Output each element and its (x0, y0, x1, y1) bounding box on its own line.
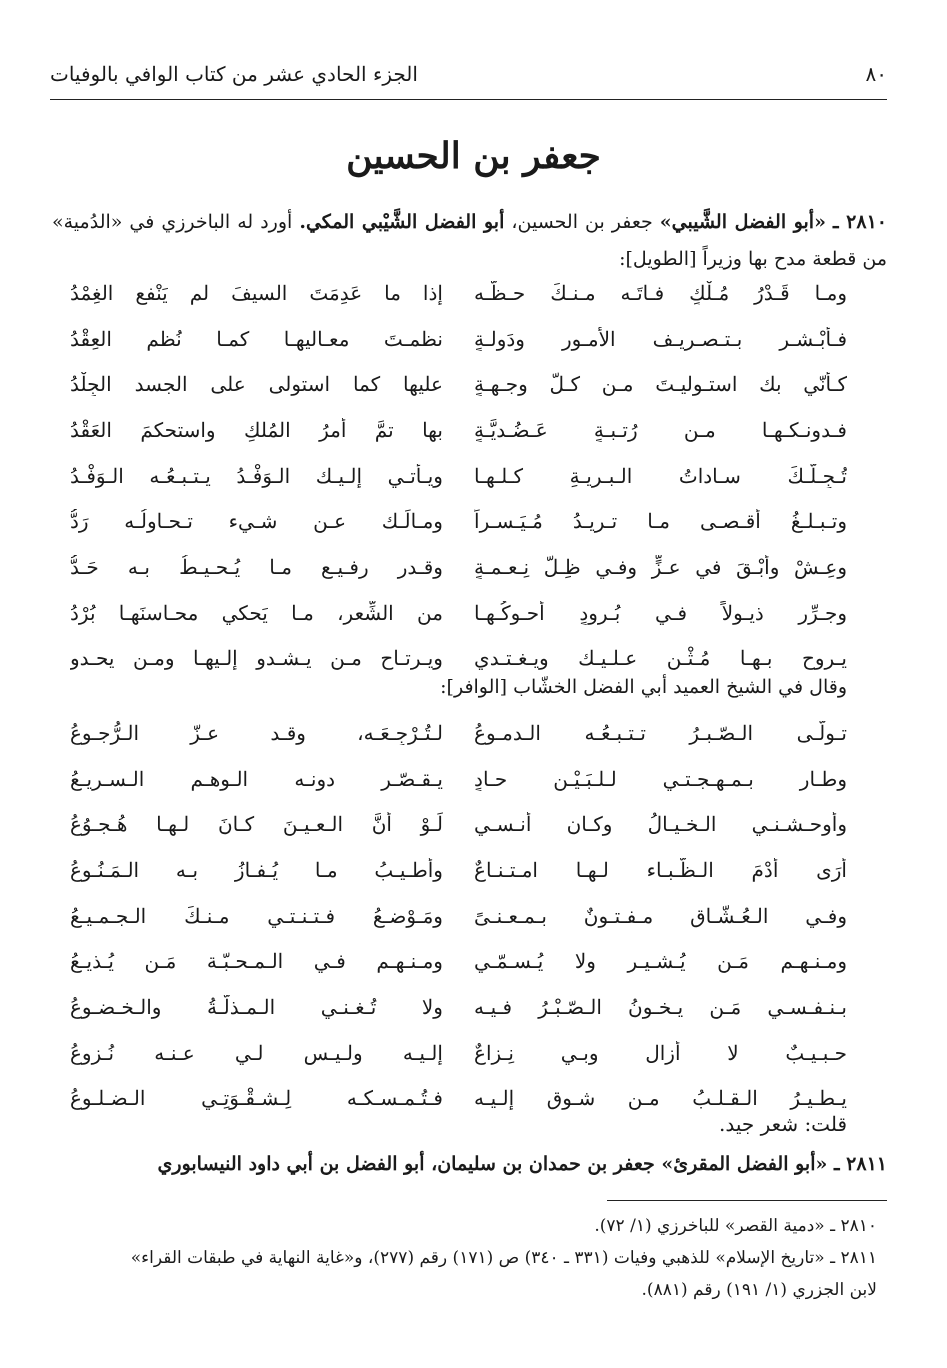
verse-line: ومـا قَـدْرُ مُـلْكٍ فـاتَـه مـنـكَ حـظُّـه إذا ما عَدِمَتَ السيفَ لم يَنْفعِ الغِمْدُ (70, 280, 847, 305)
verse-line: فـأبْـشـر بـتـصـريـف الأمـور ودَولـةٍ نظمـتَ معـاليهـا كمـا نُظم العِقْدُ (70, 326, 847, 351)
verse-line: يـروح بـهـا مُـثْـنٍ عـلـيـك ويـغـتـدي ويـرتـاح مـن يـشـدو إلـيهـا ومـن يحـدو (70, 646, 847, 671)
running-header (50, 52, 887, 96)
entry-nickname: «أبو الفضل الشَّيبي» (659, 211, 826, 233)
verse-line: وجـرِّر ذيـولاً فـي بُـرودٍ أحـوكُـهـا من الشِّعر، مـا يَحكي محـاسنَهـا بُرْدُ (70, 600, 847, 625)
entry-2811-heading (52, 1153, 887, 1175)
poem-1 (70, 270, 847, 681)
verse-line: وتـبـلـغُ أقـصـى مـا تـريـدُ مُـيَـسـراً ومـالَـك عـن شـيء تـحـاولُـه رَدُّ (70, 509, 847, 534)
verse-line: وعِـشْ وأبْـقَ في عـزٍّ وفـي ظِـلّ نِـعـمـةٍ وقـدرٍ رفـيـعٍ مـا يُـحـيـطُ بـه حَـدُّ (70, 554, 847, 579)
entry-number: ٢٨١١ ـ (833, 1153, 887, 1175)
verse-line: وطـار بـمـهـجـتـي لـلـبَـيْـن حـادٍ يـقـصّـر دونـه الـوهـم الـسـريـعُ (70, 766, 847, 791)
verse-line: تـولّـى الـصّـبـرُ تـتـبـعُـه الـدمـوعُ لـتُـرْجِـعَـه، وقـد عـزّ الـرُّجـوعُ (70, 720, 847, 745)
entry-title: جعفر بن الحسين (346, 135, 601, 177)
poem-2 (70, 710, 847, 1121)
entry-text: أورد له الباخرزي في «الدُمية» من قطعة مدح بها وزيراً [الطويل]: (52, 211, 887, 270)
verse-line: وأوحـشـنـي الـخـيـالُ وكـان أُنـسـي لَـوْ أنَّ الـعـيـنَ كـانَ لـهـا هُـجـوُعُ (70, 812, 847, 837)
verse-line: ومـنـهـم مَـن يُـشـيـر ولا يُـسـمّـي ومـنـهـم فـي الـمـحـبّـة مَـن يُـذيـعُ (70, 949, 847, 974)
entry-name: جعفر بن الحسين، (511, 211, 653, 233)
footnote: ٢٨١٠ ـ «دمية القصر» للباخرزي (١/ ٧٢). (594, 1216, 877, 1236)
footnote: ٢٨١١ ـ «تاريخ الإسلام» للذهبي وفيات (٣٣١ ـ ٣٤٠) ص (١٧١) رقم (٢٧٧)، و«غاية النهاية في طبقات القراء» (130, 1248, 877, 1268)
header-divider (50, 99, 887, 100)
verse-line: تُـجِـلُّـكَ سـاداتُ الـبـريـةِ كـلـهـا ويـأتـي إلـيـك الـوَفْـدُ يـتـبـعُـه الـوَفْـدُ (70, 463, 847, 488)
poem-2-intro: وقال في الشيخ العميد أبي الفضل الخشّاب [الوافر]: (440, 676, 847, 698)
footnote: لابن الجزري (١/ ١٩١) رقم (٨٨١). (641, 1280, 877, 1300)
entry-text: «أبو الفضل المقرئ» جعفر بن حمدان بن سليمان، أبو الفضل بن أبي داود النيسابوري (157, 1153, 828, 1175)
entry-kunya: أبو الفضل الشَّيْبي المكي. (299, 211, 505, 233)
footnotes (52, 1210, 877, 1306)
page-number: ٨٠ (865, 62, 887, 86)
verse-line: كـأنّي بك استـوليـتَ مـن كـلّ وِجـهـةٍ عليها كما استولى على الجسد الجِلْدُ (70, 372, 847, 397)
verse-line: حـبـيـبٌ لا أزال وبـي نِـزاعٌ إلـيـه ولـيـس لـي عـنـه نُـزوعُ (70, 1040, 847, 1065)
verse-line: فـدونـكـهـا مـن رُتـبـةٍ عَـضُـديَّـةٍ بها تمَّ أمرُ المُلكِ واستحكمَ العَقْدُ (70, 417, 847, 442)
entry-number: ٢٨١٠ ـ (832, 211, 887, 233)
book-title: الجزء الحادي عشر من كتاب الوافي بالوفيات (50, 62, 418, 86)
footnote-divider (607, 1200, 887, 1201)
verse-line: أرَى أُدْمَ الـظّـبـاء لـهـا امـتـنـاعٌ وأطـيـبُ مـا يُـفـازُ بـه الـمَـنُـوعُ (70, 857, 847, 882)
entry-2810-intro (52, 204, 887, 278)
verse-line: وفـي الـعُـشّـاق مـفـتـونٌ بـمـعـنـىً ومَـوْضـعُ فـتـنـتـي مـنـكَ الـجـمـيـعُ (70, 903, 847, 928)
verse-line: يـطـيـرُ الـقـلـبُ مـن شـوقٍ إلـيـه فـتُـمـسـكـه لِـشـقْـوَتِـي الـضـلـوعُ (70, 1086, 847, 1111)
author-remark: قلت: شعر جيد. (719, 1112, 847, 1136)
verse-line: بـنـفـسـي مَـن يـخـونُ الـصّـبْـرُ فـيـه ولا تُـغـنـي الـمـذلّـةُ والـخـضـوعُ (70, 994, 847, 1019)
